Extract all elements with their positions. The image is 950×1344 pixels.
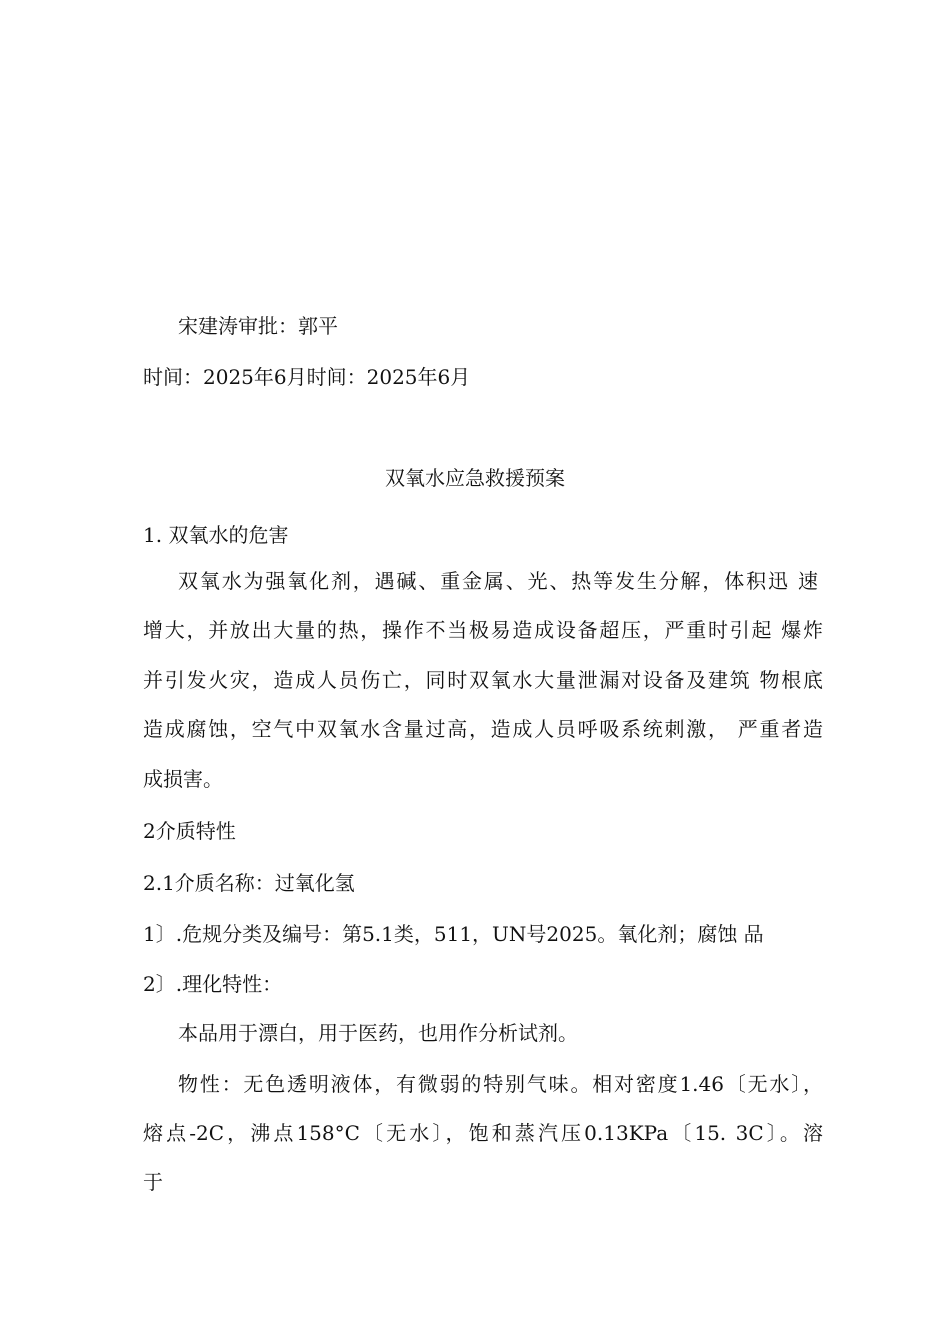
- section2-1-heading: 2.1介质名称：过氧化氢: [143, 871, 355, 895]
- section1-body-line: 成损害。: [143, 767, 223, 791]
- section1-body-line: 并引发火灾，造成人员伤亡，同时双氧水大量泄漏对设备及建筑 物根底: [143, 668, 823, 692]
- physical-property-line: 于: [143, 1170, 163, 1194]
- section1-body-line: 增大，并放出大量的热，操作不当极易造成设备超压，严重时引起 爆炸: [143, 618, 823, 642]
- section1-heading: 1. 双氧水的危害: [143, 523, 289, 547]
- section1-body-line: 造成腐蚀，空气中双氧水含量过高，造成人员呼吸系统刺激， 严重者造: [143, 717, 823, 741]
- section1-body-line: 双氧水为强氧化剂，遇碱、重金属、光、热等发生分解，体积迅 速: [178, 569, 818, 593]
- usage-text: 本品用于漂白，用于医药，也用作分析试剂。: [178, 1021, 578, 1045]
- time-line: 时间：2025年6月时间：2025年6月: [143, 365, 471, 389]
- physical-property-line: 熔点-2C，沸点158°C〔无水〕，饱和蒸汽压0.13KPa〔15. 3C〕。溶: [143, 1121, 823, 1145]
- approval-line: 宋建涛审批：郭平: [178, 314, 338, 338]
- document-title: 双氧水应急救援预案: [385, 466, 565, 490]
- physicochemical-heading: 2〕.理化特性：: [143, 972, 283, 996]
- hazard-classification: 1〕.危规分类及编号：第5.1类，511，UN号2025。氧化剂；腐蚀 品: [143, 922, 764, 946]
- section2-heading: 2介质特性: [143, 819, 236, 843]
- physical-property-line: 物性：无色透明液体，有微弱的特别气味。相对密度1.46〔无水〕，: [178, 1072, 823, 1096]
